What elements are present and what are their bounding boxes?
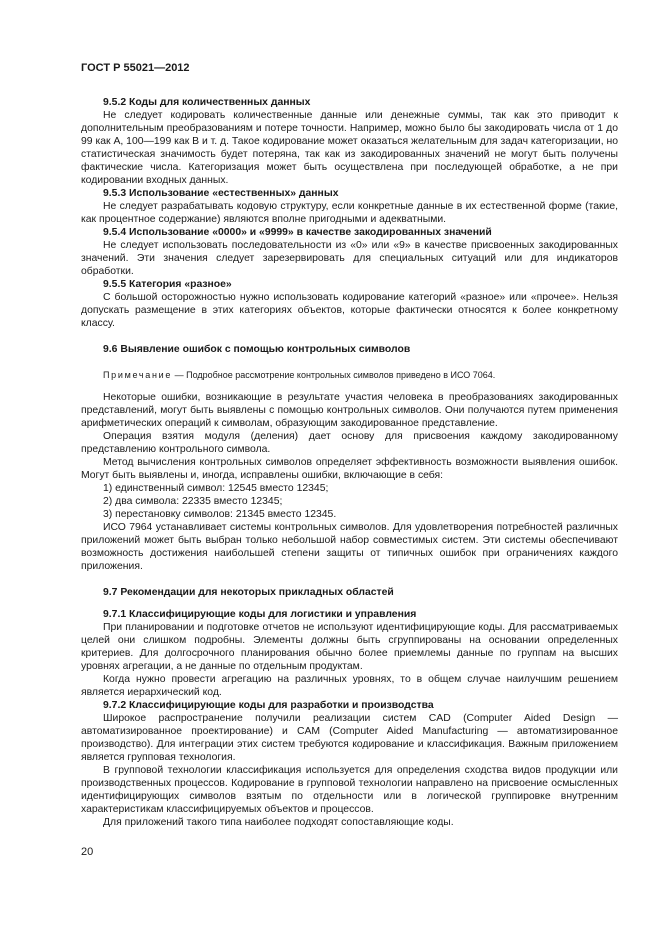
paragraph: Широкое распространение получили реализации систем CAD (Computer Aided Design — автоматизированное проектирование) и CAM (Computer Aided Manufacturing — автоматизированное производство). Для интеграции этих систем требуются кодирование и классификация. Важным приложением является групповая технология. xyxy=(81,713,618,763)
heading-9-7: 9.7 Рекомендации для некоторых прикладных областей xyxy=(103,587,394,598)
paragraph: С большой осторожностью нужно использовать кодирование категорий «разное» или «прочее». Нельзя допускать размещение в этих категориях объектов, которые фактически относятся к более конкретному классу. xyxy=(81,292,618,329)
note xyxy=(81,369,618,382)
paragraph: Не следует разрабатывать кодовую структуру, если конкретные данные в их естественной форме (такие, как процентное содержание) являются вполне пригодными и адекватными. xyxy=(81,201,618,225)
heading-9-6: 9.6 Выявление ошибок с помощью контрольных символов xyxy=(103,344,411,355)
heading-9-5-3: 9.5.3 Использование «естественных» данных xyxy=(103,188,339,199)
page-body xyxy=(81,96,618,829)
document-id: ГОСТ Р 55021—2012 xyxy=(81,62,190,74)
list-item: 2) два символа: 22335 вместо 12345; xyxy=(103,496,283,507)
list-item: 1) единственный символ: 12545 вместо 12345; xyxy=(103,483,329,494)
paragraph: Некоторые ошибки, возникающие в результате участия человека в преобразованиях закодированных представлений, могут быть выявлены с помощью контрольных символов. Они получаются путем применения арифметических операций к символам, образующим закодированное представление. xyxy=(81,392,618,429)
paragraph: Для приложений такого типа наиболее подходят сопоставляющие коды. xyxy=(103,817,454,828)
paragraph: При планировании и подготовке отчетов не используют идентифицирующие коды. Для рассматриваемых целей они слишком подробны. Элементы должны быть сгруппированы на основании определенных критериев. Для долгосрочного планирования обычно более приемлемы данные по группам на высших уровнях агрегации, а не данные по отдельным продуктам. xyxy=(81,622,618,672)
heading-9-5-4: 9.5.4 Использование «0000» и «9999» в качестве закодированных значений xyxy=(103,227,492,238)
paragraph: Операция взятия модуля (деления) дает основу для присвоения каждому закодированному представлению контрольного символа. xyxy=(81,431,618,455)
paragraph: В групповой технологии классификация используется для определения сходства видов продукции или производственных процессов. Кодирование в групповой технологии направлено на присвоение осмысленных идентифицирующих символов взятым по отдельности или в логической группировке внутренним характеристикам классифицируемых объектов и процессов. xyxy=(81,765,618,815)
paragraph: Не следует кодировать количественные данные или денежные суммы, так как это приводит к дополнительным преобразованиям и потере точности. Например, можно было бы закодировать числа от 1 до 99 как А, 100—199 как В и т. д. Такое кодирование может оказаться желательным для задач категоризации, но статистическая значимость будет потеряна, так как из закодированных значений не могут быть получены фактические числа. Категоризация может быть осуществлена при последующей обработке, а не при кодировании входных данных. xyxy=(81,110,618,186)
paragraph: Метод вычисления контрольных символов определяет эффективность возможности выявления ошибок. Могут быть выявлены и, иногда, исправлены ошибки, включающие в себя: xyxy=(81,457,618,481)
note-text: — Подробное рассмотрение контрольных символов приведено в ИСО 7064. xyxy=(172,370,496,380)
list-item: 3) перестановку символов: 21345 вместо 12345. xyxy=(103,509,337,520)
paragraph: Не следует использовать последовательности из «0» или «9» в качестве присвоенных закодированных значений. Эти значения следует зарезервировать для специальных ситуаций или для индикаторов обработки. xyxy=(81,240,618,277)
heading-9-5-5: 9.5.5 Категория «разное» xyxy=(103,279,232,290)
heading-9-7-2: 9.7.2 Классифицирующие коды для разработки и производства xyxy=(103,700,434,711)
paragraph: Когда нужно провести агрегацию на различных уровнях, то в общем случае наилучшим решением является иерархический код. xyxy=(81,674,618,698)
heading-9-7-1: 9.7.1 Классифицирующие коды для логистики и управления xyxy=(103,609,417,620)
heading-9-5-2: 9.5.2 Коды для количественных данных xyxy=(103,97,311,108)
paragraph: ИСО 7964 устанавливает системы контрольных символов. Для удовлетворения потребностей различных приложений может быть выбран только небольшой набор совместимых систем. Эти системы обеспечивают возможность достижения наибольшей степени защиты от типичных ошибок при ограничениях каждого приложения. xyxy=(81,522,618,572)
note-label: Примечание xyxy=(103,370,173,380)
page-number: 20 xyxy=(81,846,94,858)
